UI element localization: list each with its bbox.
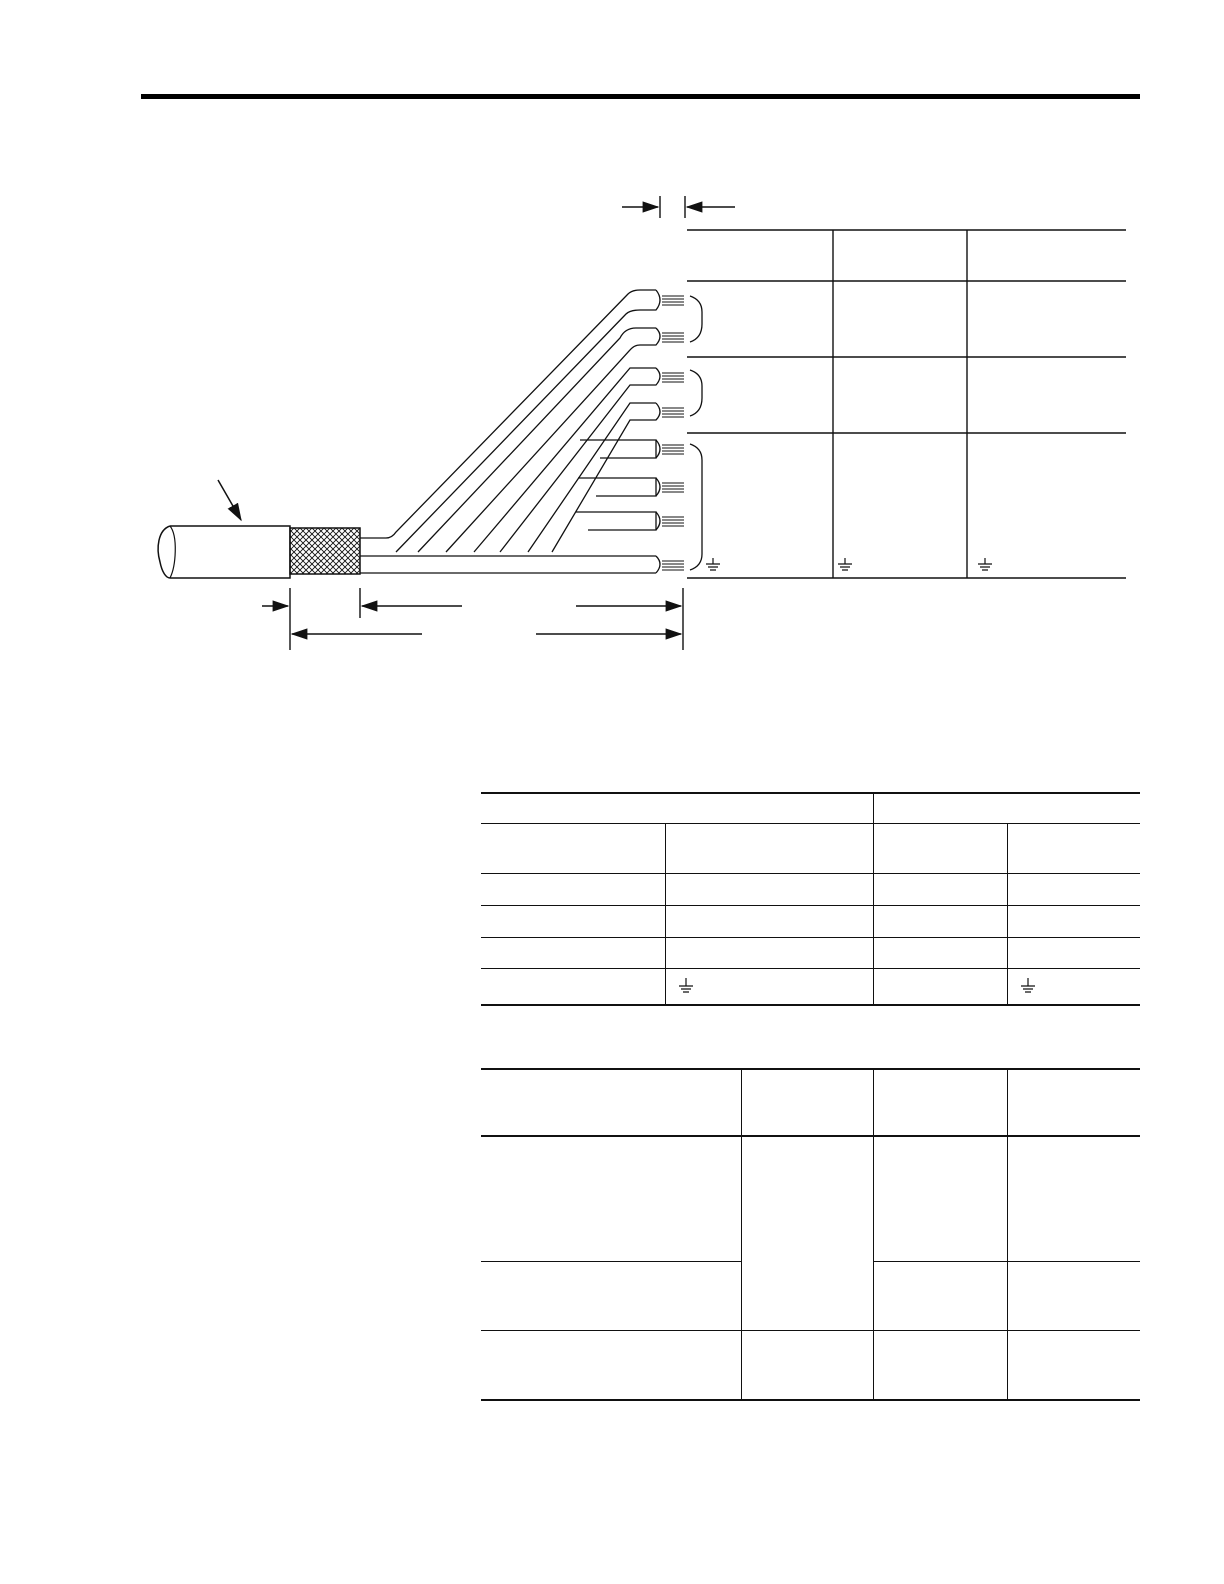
ground-icon xyxy=(978,558,992,570)
table-rule xyxy=(481,873,1140,874)
table-divider xyxy=(665,823,666,1004)
table-divider xyxy=(1007,823,1008,1004)
table-rule xyxy=(481,1261,741,1262)
cable-jacket xyxy=(158,526,290,578)
table-rule xyxy=(481,1135,1140,1137)
table-rule xyxy=(481,1330,1140,1331)
table-divider xyxy=(873,792,874,1004)
table-rule xyxy=(481,968,1140,969)
table-divider xyxy=(1007,1068,1008,1399)
jacket-callout-arrow xyxy=(218,480,241,520)
table-rule xyxy=(481,1399,1140,1401)
ground-icon xyxy=(1021,978,1035,994)
ground-icon xyxy=(679,978,693,994)
length-dimensions xyxy=(262,588,683,650)
stripped-strands xyxy=(662,296,684,570)
conductors-lower xyxy=(576,440,660,530)
table-rule xyxy=(481,823,1140,824)
ground-icon xyxy=(706,558,720,570)
table-divider xyxy=(741,1068,742,1399)
ground-icon xyxy=(838,558,852,570)
connector-table xyxy=(687,230,1126,578)
table-divider xyxy=(873,1068,874,1399)
table-rule xyxy=(481,1004,1140,1006)
strip-length-dimension xyxy=(622,196,735,218)
cable-diagram xyxy=(0,0,1224,700)
table-rule xyxy=(481,937,1140,938)
braided-shield xyxy=(290,528,360,574)
table-rule xyxy=(481,905,1140,906)
table-rule xyxy=(481,792,1140,794)
table-rule xyxy=(481,1068,1140,1070)
